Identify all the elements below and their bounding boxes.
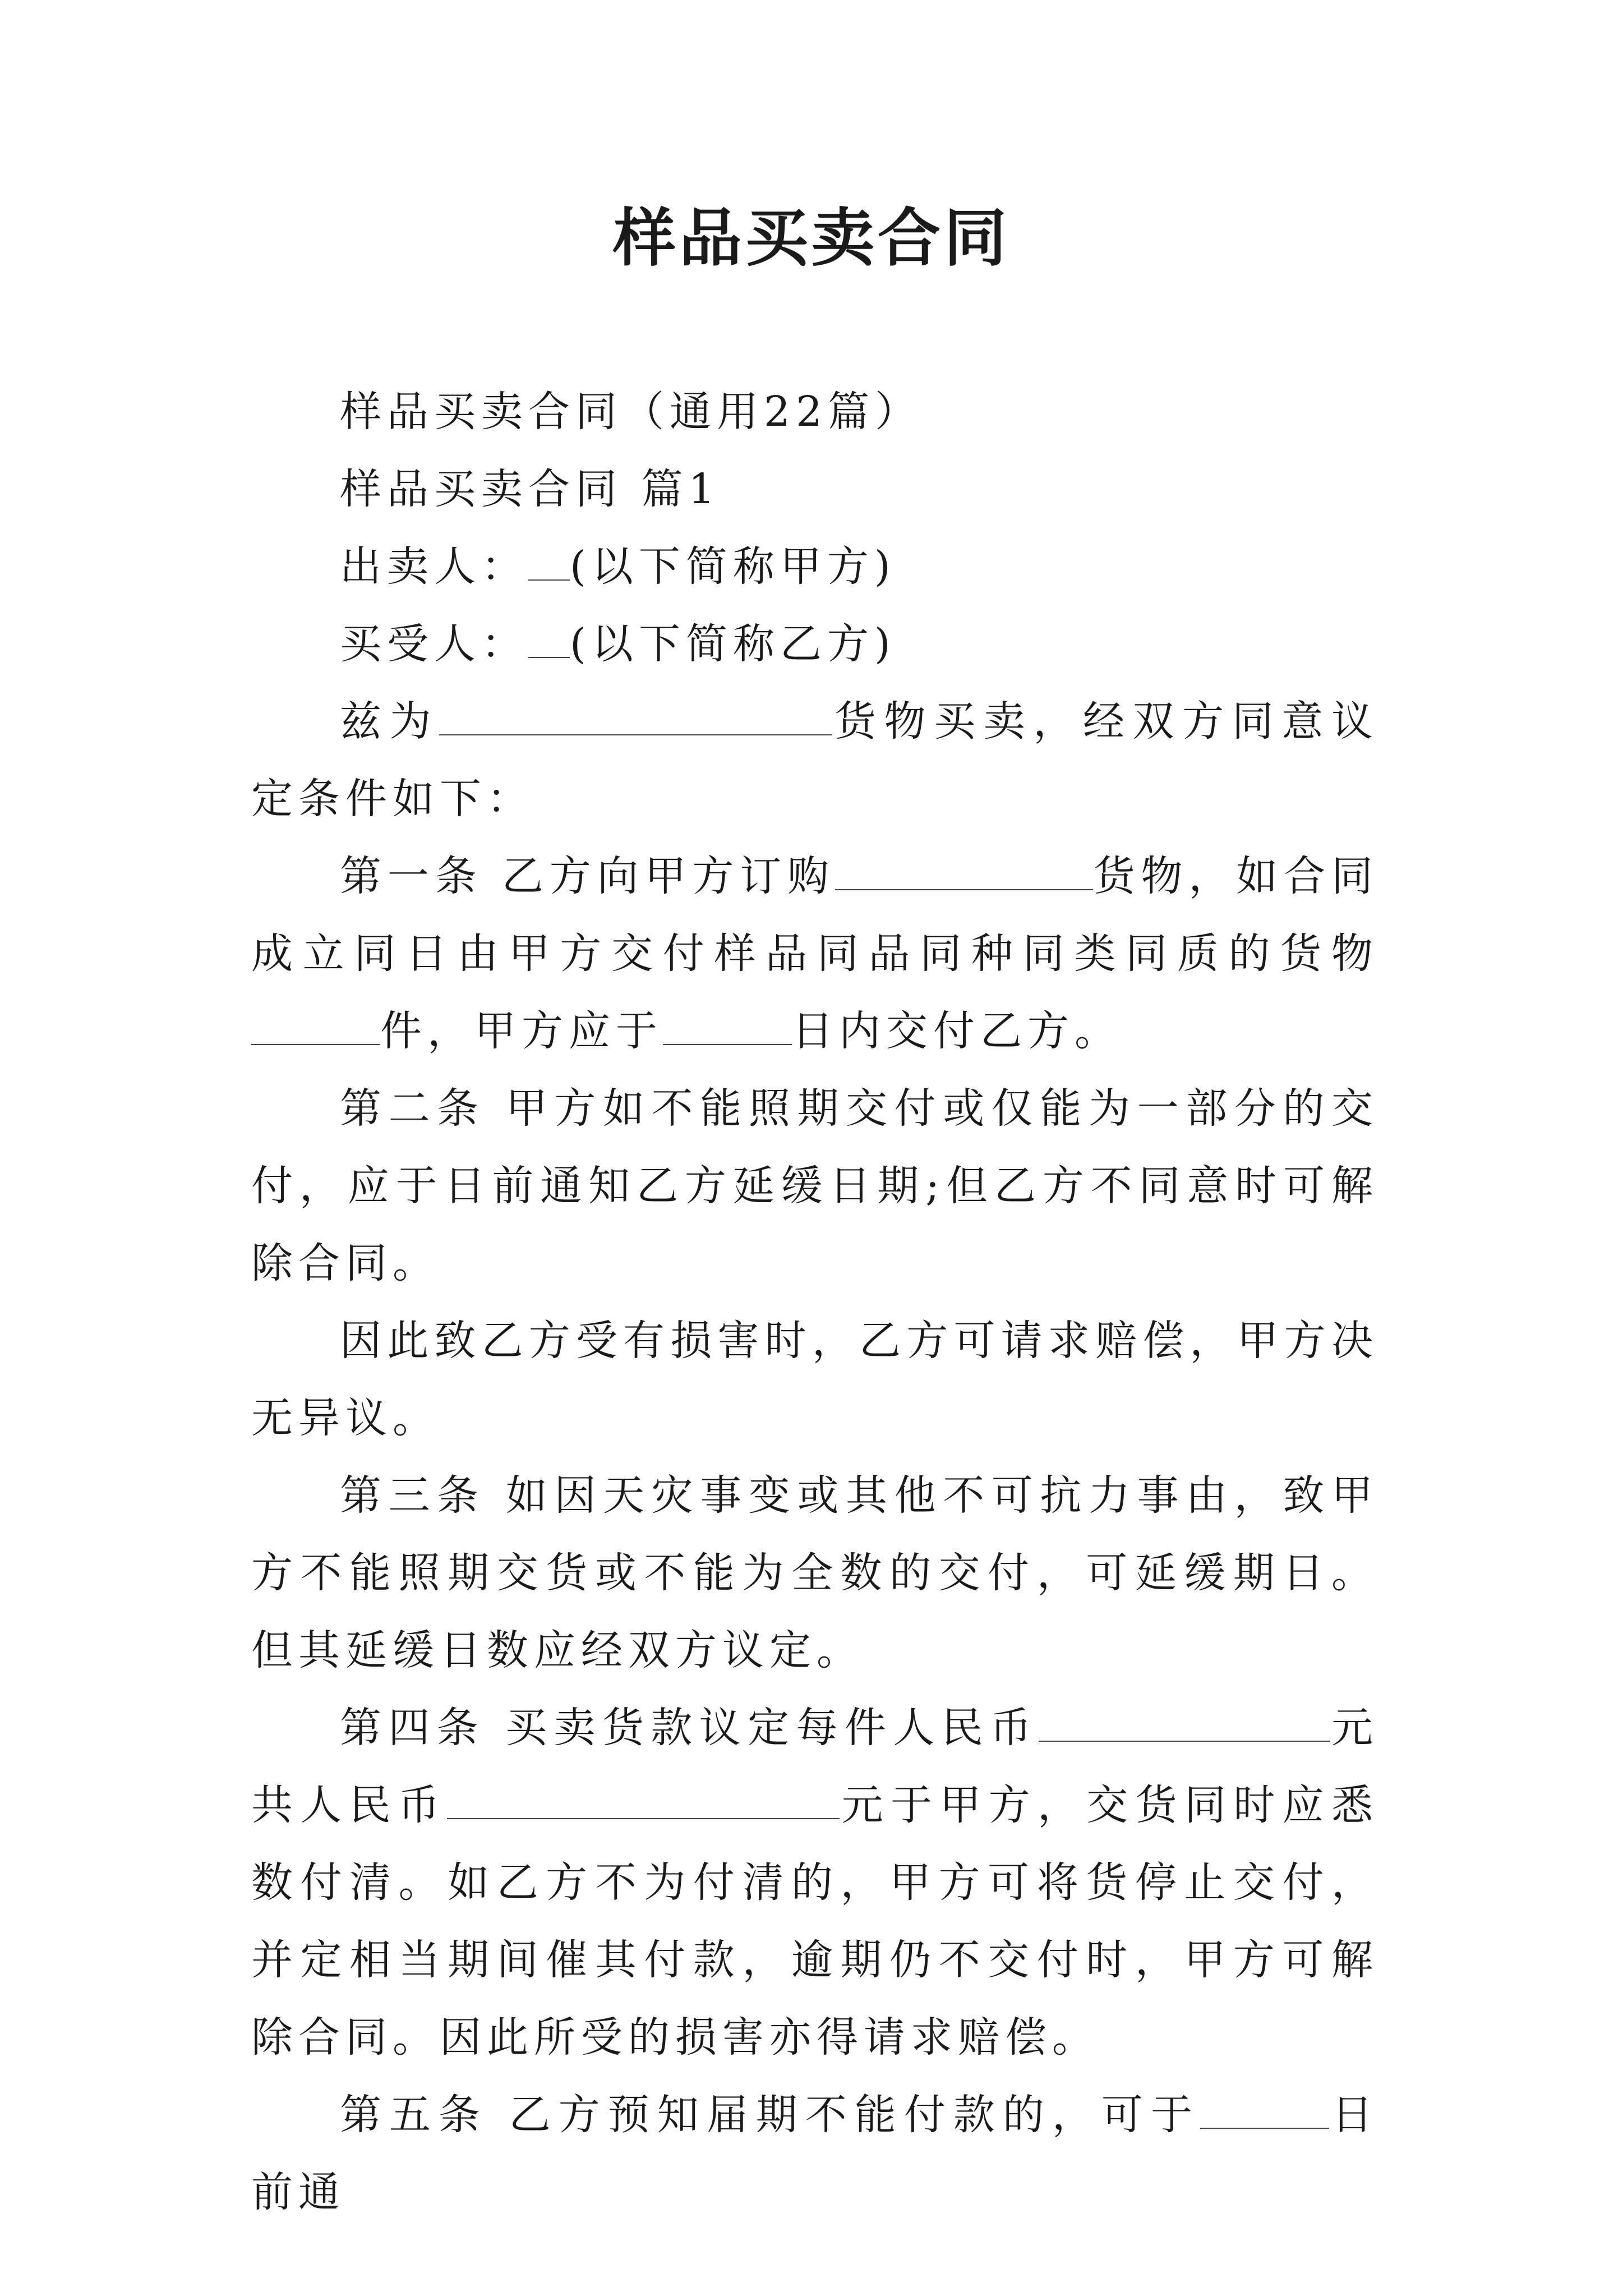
article-1-text-a: 第一条 乙方向甲方订购 xyxy=(340,852,835,900)
article-1-text-c: 件，甲方应于 xyxy=(380,1007,663,1055)
document-body xyxy=(251,373,1378,2231)
article-4-unit-price-blank xyxy=(1039,1701,1330,1742)
intro-text-b: 货物买卖，经双方同意议定条件如下： xyxy=(251,697,1379,823)
buyer-blank xyxy=(528,618,570,658)
article-5-text-a: 第五条 乙方预知届期不能付款的，可于 xyxy=(340,2091,1200,2139)
section-text: 样品买卖合同 篇1 xyxy=(340,465,721,513)
article-2-cont-text: 因此致乙方受有损害时，乙方可请求赔偿，甲方决无异议。 xyxy=(251,1317,1378,1442)
article-1-days-blank xyxy=(663,1005,792,1045)
article-1-qty-blank xyxy=(251,1005,380,1045)
article-1-text-b: 货物，如合同成立同日由甲方交付样品同品同种同类同质的货物 xyxy=(251,852,1378,978)
section-paragraph xyxy=(251,450,1378,528)
article-1-goods-blank xyxy=(835,850,1093,890)
buyer-suffix: (以下简称乙方) xyxy=(570,620,896,668)
article-5 xyxy=(251,2076,1378,2231)
article-4-text-c: 元于甲方，交货同时应悉数付清。如乙方不为付清的，甲方可将货停止交付，并定相当期间催其付款，逾期仍不交付时，甲方可解除合同。因此所受的损害亦得请求赔偿。 xyxy=(251,1781,1379,2062)
buyer-label: 买受人： xyxy=(340,620,528,668)
article-4-text-b: 元共人民币 xyxy=(251,1704,1378,1829)
heading-text: 样品买卖合同（通用22篇） xyxy=(340,388,923,436)
article-4-total-blank xyxy=(447,1779,840,1819)
seller-line xyxy=(251,528,1378,605)
article-1 xyxy=(251,838,1378,1070)
article-5-text-b: 日前通 xyxy=(251,2091,1378,2216)
article-3-text: 第三条 如因天灾事变或其他不可抗力事由，致甲方不能照期交货或不能为全数的交付，可延缓期日。但其延缓日数应经双方议定。 xyxy=(251,1471,1378,1674)
seller-label: 出卖人： xyxy=(340,542,528,591)
seller-blank xyxy=(528,540,570,581)
seller-suffix: (以下简称甲方) xyxy=(570,542,896,591)
article-4-text-a: 第四条 买卖货款议定每件人民币 xyxy=(340,1704,1039,1752)
goods-blank xyxy=(439,695,832,735)
article-4 xyxy=(251,1689,1378,2076)
heading-paragraph xyxy=(251,373,1378,450)
article-2-text: 第二条 甲方如不能照期交付或仅能为一部分的交付，应于日前通知乙方延缓日期;但乙方不同意时可解除合同。 xyxy=(251,1084,1378,1287)
article-5-days-blank xyxy=(1200,2088,1329,2129)
document-title: 样品买卖合同 xyxy=(613,201,1010,275)
article-2 xyxy=(251,1070,1378,1302)
article-3 xyxy=(251,1457,1378,1689)
intro-text-a: 兹为 xyxy=(340,697,440,746)
article-1-text-d: 日内交付乙方。 xyxy=(792,1007,1122,1055)
buyer-line xyxy=(251,605,1378,683)
article-2-continued xyxy=(251,1302,1378,1457)
intro-paragraph xyxy=(251,683,1378,838)
